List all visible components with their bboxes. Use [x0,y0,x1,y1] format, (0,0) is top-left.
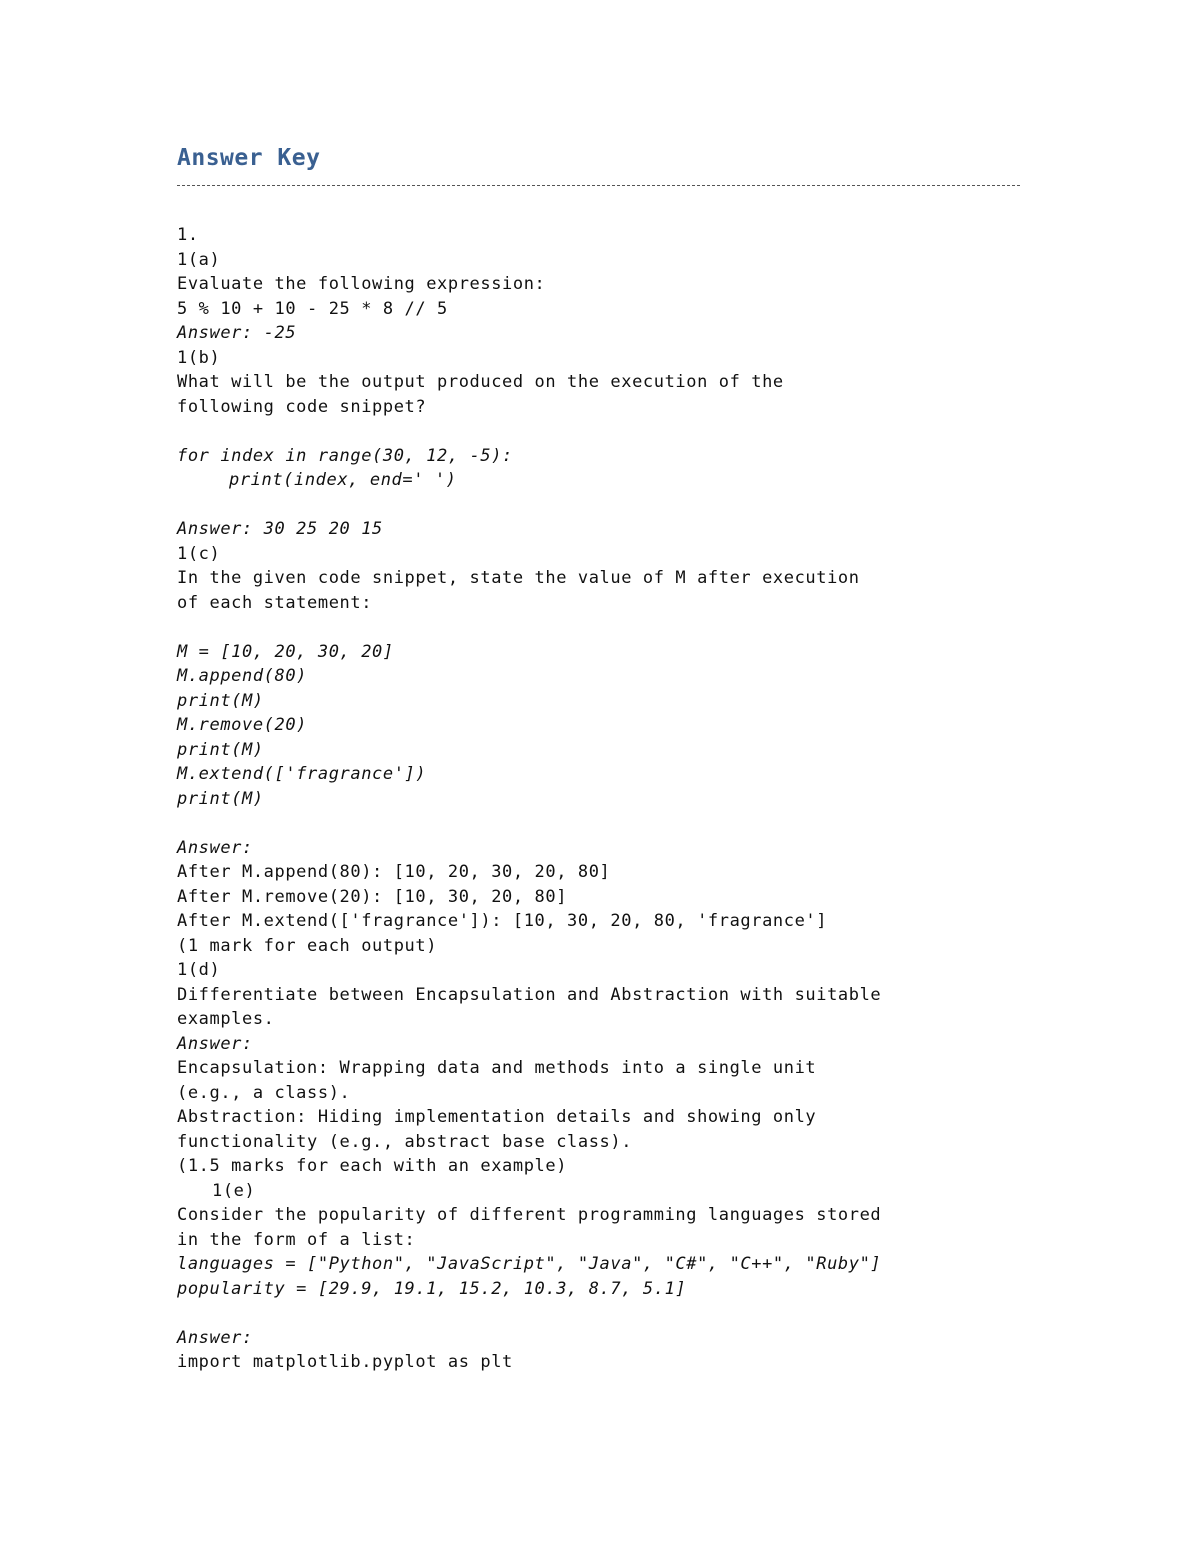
spacer [177,1301,1037,1326]
code-c-line: M.extend(['fragrance']) [177,764,427,784]
spacer [177,811,1037,836]
question-b-line-1: What will be the output produced on the execution of the [177,372,784,392]
spacer [177,493,1037,518]
question-e-line-2: in the form of a list: [177,1229,416,1250]
answer-b: Answer: 30 25 20 15 [177,519,383,539]
answer-c-line: After M.extend(['fragrance']): [10, 30, 20, 80, 'fragrance'] [177,911,828,931]
question-d-line-1: Differentiate between Encapsulation and Abstraction with suitable [177,984,882,1005]
code-c-line: M.remove(20) [177,715,308,735]
answer-d-line: (e.g., a class). [177,1082,351,1103]
answer-d-marks: (1.5 marks for each with an example) [177,1156,568,1176]
code-c-line: print(M) [177,788,264,809]
part-label-a: 1(a) [177,249,221,270]
answer-e-line-1: import matplotlib.pyplot as plt [177,1352,513,1372]
question-c-line-2: of each statement: [177,592,373,613]
code-c-line: M.append(80) [177,666,308,686]
code-c-line: print(M) [177,739,264,760]
part-label-c: 1(c) [177,543,221,564]
code-e-line-1: languages = ["Python", "JavaScript", "Java", "C#", "C++", "Ruby"] [177,1254,882,1274]
question-number: 1. [177,225,199,245]
answer-d-line: functionality (e.g., abstract base class). [177,1131,633,1152]
part-label-d: 1(d) [177,960,221,980]
part-label-e: 1(e) [212,1180,256,1201]
answer-d-line: Abstraction: Hiding implementation details and showing only [177,1107,817,1127]
answer-body [177,223,1037,1375]
part-label-b: 1(b) [177,347,221,368]
code-c-line: print(M) [177,690,264,711]
question-a-expression: 5 % 10 + 10 - 25 * 8 // 5 [177,298,448,319]
title-divider [177,185,1020,186]
spacer [177,419,1037,444]
answer-d-label: Answer: [177,1033,253,1054]
answer-key-page [177,138,1037,1375]
answer-c-label: Answer: [177,837,253,858]
answer-c-line: After M.append(80): [10, 20, 30, 20, 80] [177,862,611,882]
question-d-line-2: examples. [177,1009,275,1029]
code-e-line-2: popularity = [29.9, 19.1, 15.2, 10.3, 8.7, 5.1] [177,1278,687,1299]
question-b-line-2: following code snippet? [177,396,427,417]
question-e-line-1: Consider the popularity of different programming languages stored [177,1205,882,1225]
spacer [177,615,1037,640]
page-title: Answer Key [177,145,321,171]
answer-e-label: Answer: [177,1327,253,1348]
answer-a: Answer: -25 [177,323,297,343]
code-b-line-1: for index in range(30, 12, -5): [177,445,513,466]
answer-d-line: Encapsulation: Wrapping data and methods into a single unit [177,1058,817,1078]
answer-c-marks: (1 mark for each output) [177,935,438,956]
answer-c-line: After M.remove(20): [10, 30, 20, 80] [177,886,568,907]
question-c-line-1: In the given code snippet, state the value of M after execution [177,568,860,588]
code-b-line-2: print(index, end=' ') [229,470,457,490]
question-a-text: Evaluate the following expression: [177,274,546,294]
code-c-line: M = [10, 20, 30, 20] [177,641,394,662]
